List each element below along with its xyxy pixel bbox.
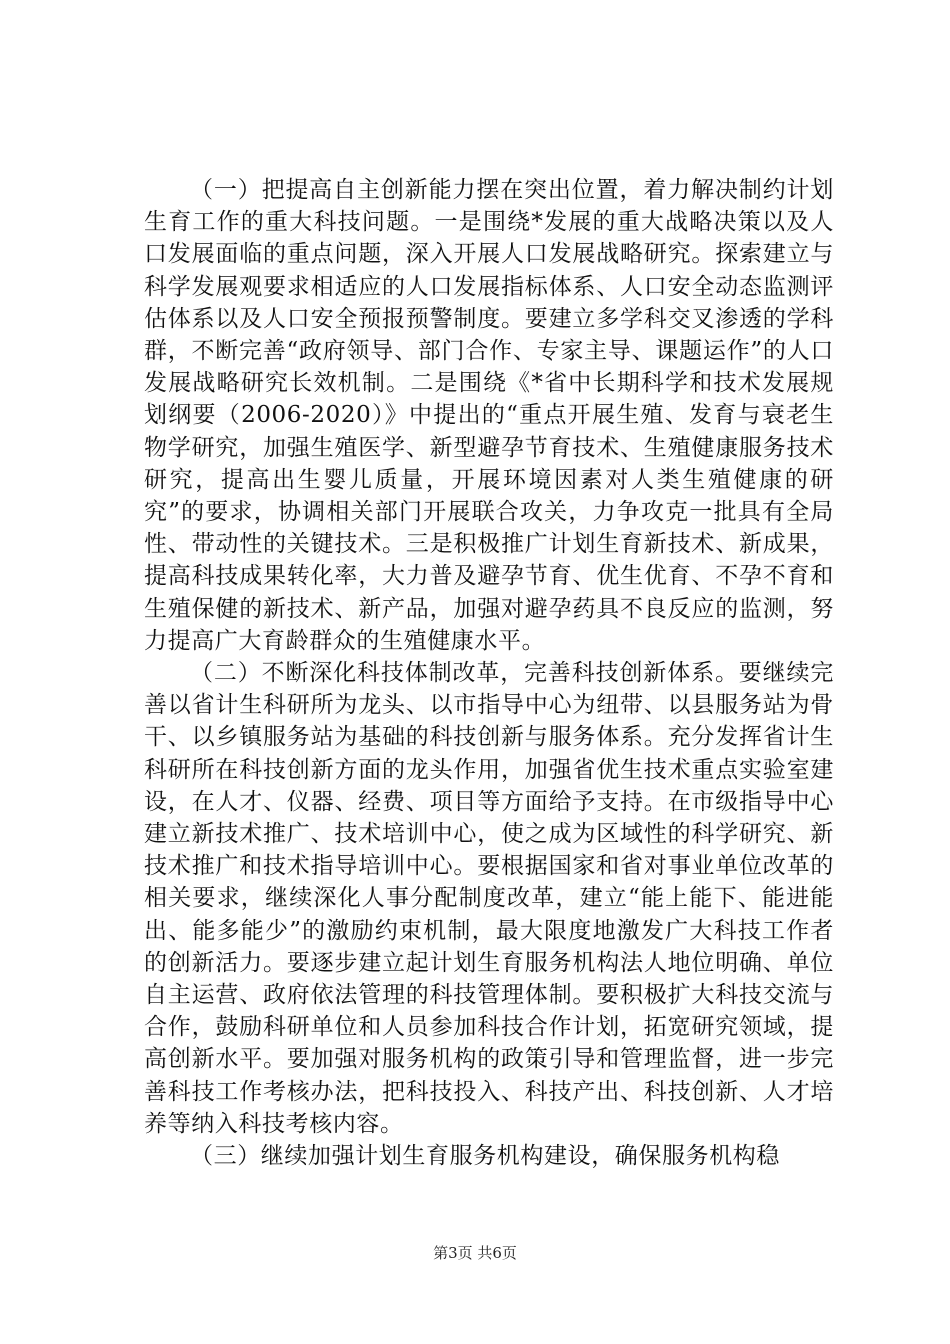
page-footer: 第3页 共6页 — [433, 1244, 517, 1262]
document-body — [144, 174, 834, 1172]
paragraph-3: （三）继续加强计划生育服务机构建设，确保服务机构稳 — [190, 1143, 780, 1170]
paragraph-1: （一）把提高自主创新能力摆在突出位置，着力解决制约计划生育工作的重大科技问题。一是围绕*发展的重大战略决策以及人口发展面临的重点问题，深入开展人口发展战略研究。探索建立与科学发展观要求相适应的人口发展指标体系、人口安全动态监测评估体系以及人口安全预报预警制度。要建立多学科交叉渗透的学科群，不断完善“政府领导、部门合作、专家主导、课题运作”的人口发展战略研究长效机制。二是围绕《*省中长期科学和技术发展规划纲要（2006-2020）》中提出的“重点开展生殖、发育与衰老生物学研究，加强生殖医学、新型避孕节育技术、生殖健康服务技术研究，提高出生婴儿质量，开展环境因素对人类生殖健康的研究”的要求，协调相关部门开展联合攻关，力争攻克一批具有全局性、带动性的关键技术。三是积极推广计划生育新技术、新成果，提高科技成果转化率，大力普及避孕节育、优生优育、不孕不育和生殖保健的新技术、新产品，加强对避孕药具不良反应的监测，努力提高广大育龄群众的生殖健康水平。 — [144, 177, 834, 654]
paragraph-2: （二）不断深化科技体制改革，完善科技创新体系。要继续完善以省计生科研所为龙头、以市指导中心为纽带、以县服务站为骨干、以乡镇服务站为基础的科技创新与服务体系。充分发挥省计生科研所在科技创新方面的龙头作用，加强省优生技术重点实验室建设，在人才、仪器、经费、项目等方面给予支持。在市级指导中心建立新技术推广、技术培训中心，使之成为区域性的科学研究、新技术推广和技术指导培训中心。要根据国家和省对事业单位改革的相关要求，继续深化人事分配制度改革，建立“能上能下、能进能出、能多能少”的激励约束机制，最大限度地激发广大科技工作者的创新活力。要逐步建立起计划生育服务机构法人地位明确、单位自主运营、政府依法管理的科技管理体制。要积极扩大科技交流与合作，鼓励科研单位和人员参加科技合作计划，拓宽研究领域，提高创新水平。要加强对服务机构的政策引导和管理监督，进一步完善科技工作考核办法，把科技投入、科技产出、科技创新、人才培养等纳入科技考核内容。 — [144, 660, 834, 1137]
